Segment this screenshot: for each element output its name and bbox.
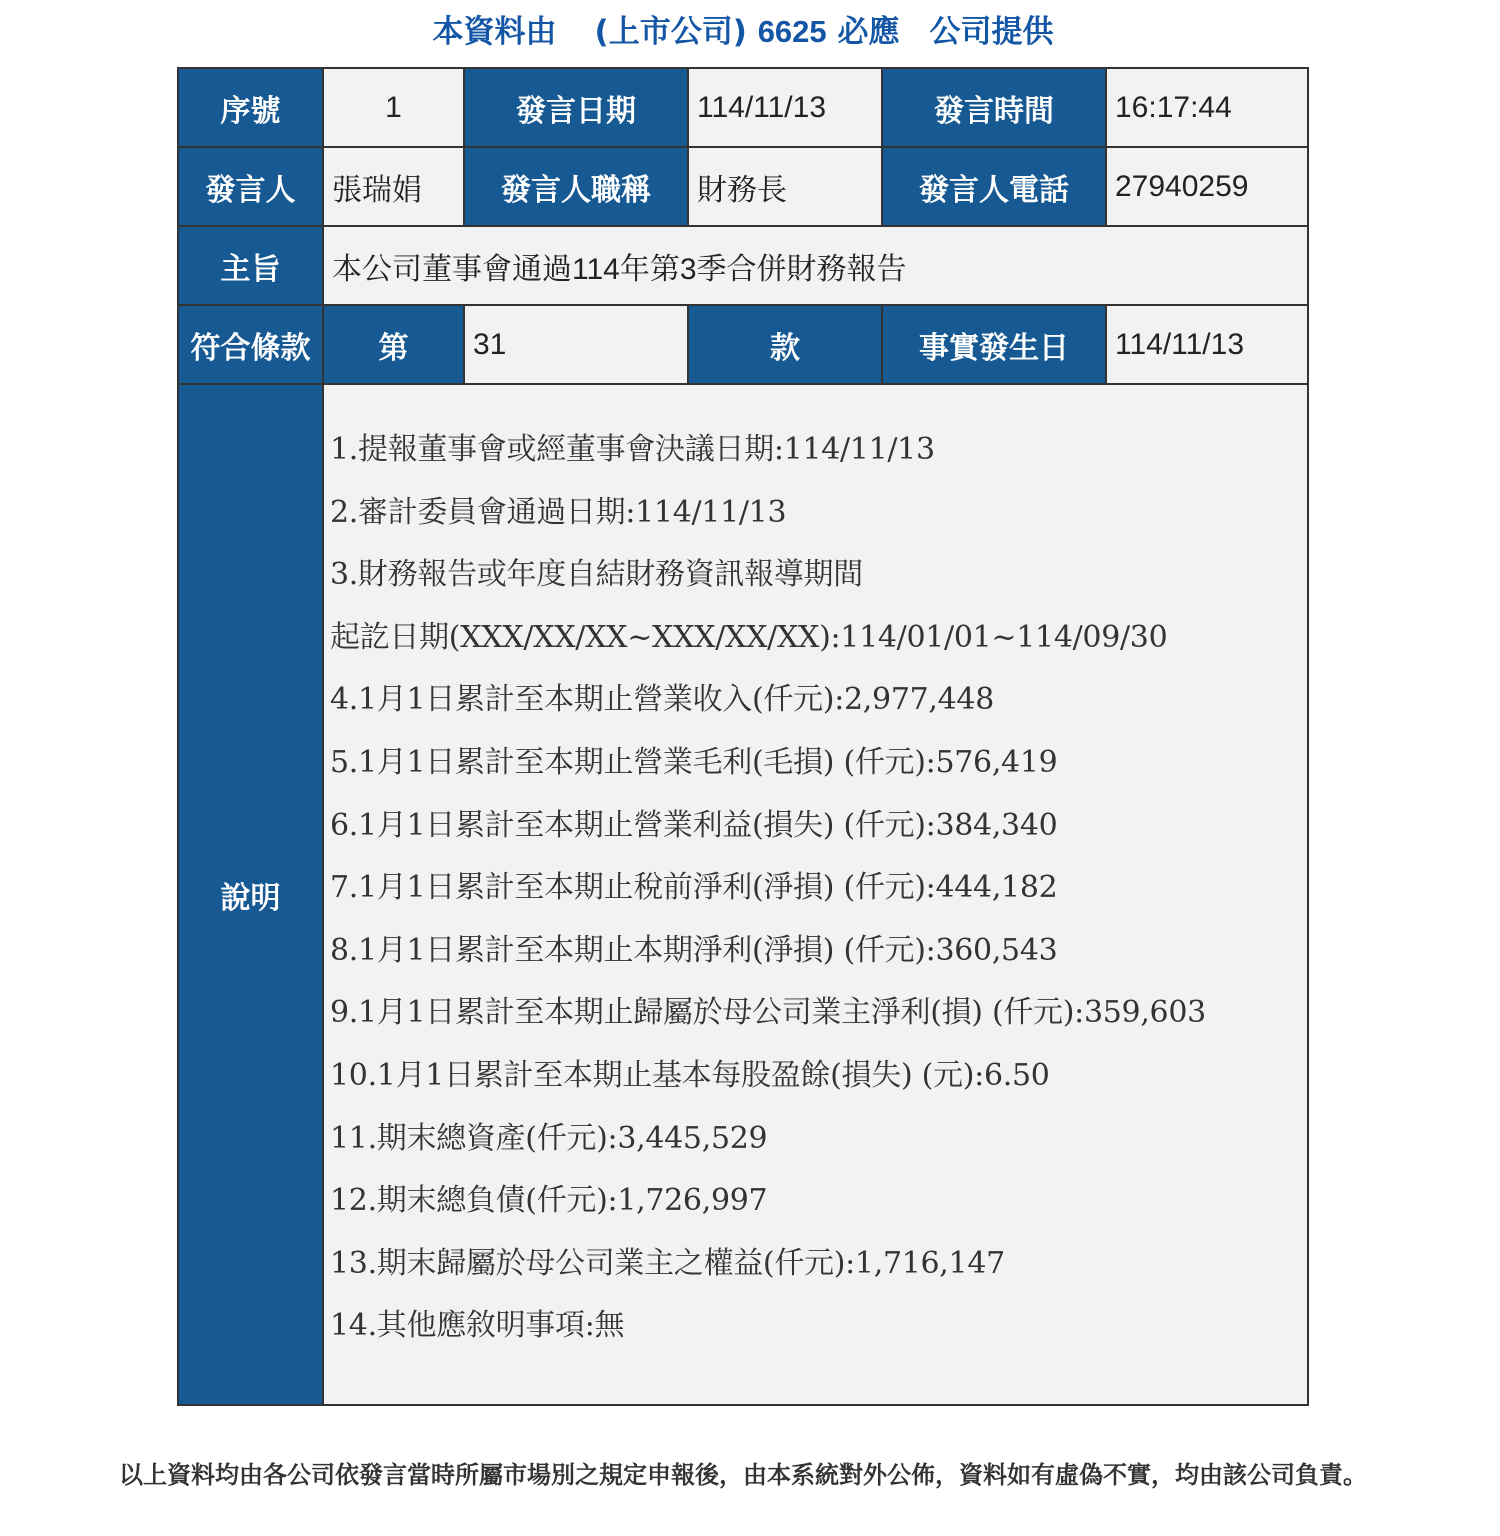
table-row-1	[178, 68, 1308, 147]
speaker-phone-label: 發言人電話	[882, 147, 1106, 226]
time-value: 16:17:44	[1106, 68, 1308, 147]
description-line: 9.1月1日累計至本期止歸屬於母公司業主淨利(損) (仟元):359,603	[330, 995, 1206, 1031]
header-stock-code: 6625	[757, 14, 827, 49]
subject-label: 主旨	[178, 226, 323, 305]
description-line: 1.提報董事會或經董事會決議日期:114/11/13	[330, 432, 935, 467]
announcement-table	[177, 67, 1309, 1406]
date-value: 114/11/13	[688, 68, 882, 147]
seq-value: 1	[323, 68, 464, 147]
time-label: 發言時間	[882, 68, 1106, 147]
header-company-name: 必應	[837, 14, 900, 50]
speaker-value: 張瑞娟	[323, 147, 464, 226]
disclaimer-footer: 以上資料均由各公司依發言當時所屬市場別之規定申報後，由本系統對外公佈，資料如有虛偽不實，均由該公司負責。	[119, 1461, 1367, 1489]
description-line: 10.1月1日累計至本期止基本每股盈餘(損失) (元):6.50	[330, 1057, 1050, 1093]
header-market: (上市公司)	[594, 14, 747, 50]
description-label: 說明	[178, 384, 323, 1405]
description-content	[323, 384, 1308, 1405]
description-line: 2.審計委員會通過日期:114/11/13	[330, 494, 787, 530]
speaker-label: 發言人	[178, 147, 323, 226]
table-row-2	[178, 147, 1308, 226]
clause-di-label: 第	[323, 305, 464, 384]
clause-label: 符合條款	[178, 305, 323, 384]
speaker-title-value: 財務長	[688, 147, 882, 226]
description-line: 6.1月1日累計至本期止營業利益(損失) (仟元):384,340	[330, 807, 1058, 843]
description-line: 5.1月1日累計至本期止營業毛利(毛損) (仟元):576,419	[330, 744, 1058, 780]
header-prefix: 本資料由	[432, 14, 557, 50]
description-line: 起訖日期(XXX/XX/XX~XXX/XX/XX):114/01/01~114/09/30	[330, 619, 1168, 655]
date-label: 發言日期	[464, 68, 688, 147]
page-header	[0, 8, 1486, 56]
seq-label: 序號	[178, 68, 323, 147]
description-line: 4.1月1日累計至本期止營業收入(仟元):2,977,448	[330, 682, 994, 718]
table-row-4	[178, 305, 1308, 384]
description-line: 8.1月1日累計至本期止本期淨利(淨損) (仟元):360,543	[330, 932, 1058, 968]
fact-date-label: 事實發生日	[882, 305, 1106, 384]
subject-value: 本公司董事會通過114年第3季合併財務報告	[323, 226, 1308, 305]
speaker-phone-value: 27940259	[1106, 147, 1308, 226]
description-line: 13.期末歸屬於母公司業主之權益(仟元):1,716,147	[330, 1245, 1005, 1281]
table-row-description	[178, 384, 1308, 1405]
description-line: 7.1月1日累計至本期止稅前淨利(淨損) (仟元):444,182	[330, 870, 1058, 906]
description-line: 12.期末總負債(仟元):1,726,997	[330, 1183, 768, 1219]
header-suffix: 公司提供	[929, 14, 1054, 50]
description-line: 11.期末總資產(仟元):3,445,529	[330, 1120, 768, 1156]
fact-date-value: 114/11/13	[1106, 305, 1308, 384]
description-line: 3.財務報告或年度自結財務資訊報導期間	[330, 557, 863, 593]
table-row-3	[178, 226, 1308, 305]
clause-value: 31	[464, 305, 688, 384]
description-line: 14.其他應敘明事項:無	[330, 1308, 625, 1344]
speaker-title-label: 發言人職稱	[464, 147, 688, 226]
clause-kuan-label: 款	[688, 305, 882, 384]
